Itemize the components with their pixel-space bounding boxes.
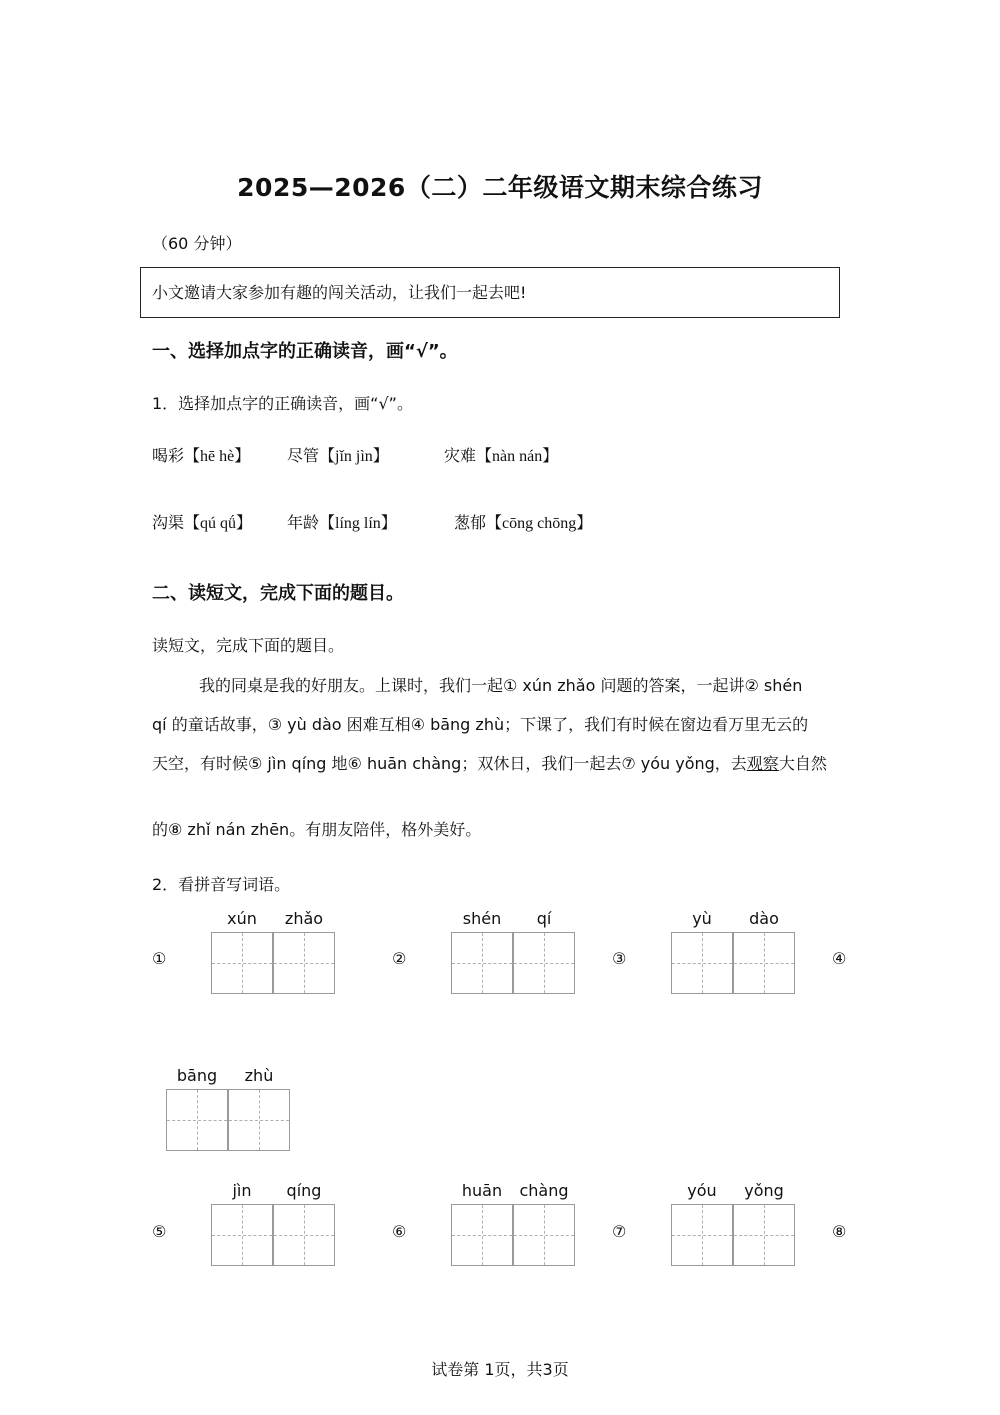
writing-cell[interactable] — [671, 1204, 733, 1266]
grid-pinyin: dào — [749, 909, 779, 928]
item-options: 【nàn nán】 — [476, 448, 559, 465]
reading-item — [454, 510, 592, 533]
passage-line: 我的同桌是我的好朋友。上课时，我们一起① xún zhǎo 问题的答案，一起讲② shén — [199, 676, 803, 695]
grid-pinyin: qíng — [286, 1181, 322, 1200]
answer-label: ⑤ — [152, 1222, 167, 1241]
exam-duration: （60 分钟） — [152, 234, 242, 253]
passage-line — [152, 817, 481, 840]
writing-cell[interactable] — [513, 932, 575, 994]
writing-cell[interactable] — [273, 932, 335, 994]
writing-grid — [211, 909, 337, 995]
answer-label: ③ — [612, 949, 627, 968]
passage-text: 大自然 — [778, 754, 827, 773]
answer-label: ⑥ — [392, 1222, 407, 1241]
passage-line: qí 的童话故事，③ yù dào 困难互相④ bāng zhù；下课了，我们有时候在窗边看万里无云的 — [152, 715, 809, 734]
writing-cell[interactable] — [733, 932, 795, 994]
passage-text: 的⑧ zhǐ nán zhēn。有朋友陪伴， — [152, 820, 402, 839]
page-footer: 试卷第 1页，共3页 — [431, 1360, 569, 1379]
grid-pinyin: chàng — [519, 1181, 569, 1200]
section2-heading: 二、读短文，完成下面的题目。 — [152, 583, 404, 604]
writing-cell[interactable] — [273, 1204, 335, 1266]
intro-text: 小文邀请大家参加有趣的闯关活动，让我们一起去吧! — [152, 283, 527, 302]
section1-heading: 一、选择加点字的正确读音，画“√”。 — [152, 341, 458, 362]
item-word: 喝彩 — [152, 446, 185, 465]
grid-pinyin: xún — [227, 909, 257, 928]
item-options: 【qú qǘ】 — [184, 515, 253, 532]
reading-item — [152, 443, 250, 466]
grid-pinyin: jìn — [232, 1181, 252, 1200]
writing-cell[interactable] — [211, 1204, 273, 1266]
passage-text: 格外美好。 — [401, 820, 482, 839]
passage-line — [152, 751, 827, 774]
question2-text: 2．看拼音写词语。 — [152, 875, 291, 894]
writing-grid — [451, 1181, 577, 1267]
passage-text: 天空，有时候⑤ jìn qíng 地⑥ huān chàng；双休日，我们一起去⑦ yóu yǒng，去 — [152, 754, 747, 773]
answer-label: ④ — [832, 949, 847, 968]
answer-label: ② — [392, 949, 407, 968]
grid-pinyin: bāng — [176, 1066, 218, 1085]
writing-grid — [671, 1181, 797, 1267]
writing-cell[interactable] — [166, 1089, 228, 1151]
item-options: 【hē hè】 — [184, 448, 251, 465]
writing-cell[interactable] — [211, 932, 273, 994]
reading-item — [287, 443, 389, 466]
item-word: 灾难 — [444, 446, 477, 465]
item-word: 沟渠 — [152, 513, 185, 532]
item-options: 【cōng chōng】 — [486, 515, 593, 532]
writing-grid — [211, 1181, 337, 1267]
grid-pinyin: yóu — [687, 1181, 717, 1200]
page-title: 2025—2026（二）二年级语文期末综合练习 — [237, 173, 763, 202]
answer-label: ⑦ — [612, 1222, 627, 1241]
grid-pinyin: zhù — [244, 1066, 274, 1085]
grid-pinyin: huān — [461, 1181, 503, 1200]
grid-pinyin: qí — [536, 909, 552, 928]
writing-cell[interactable] — [451, 1204, 513, 1266]
writing-cell[interactable] — [733, 1204, 795, 1266]
item-word: 葱郁 — [454, 513, 487, 532]
underlined-word: 观察 — [746, 754, 779, 773]
answer-label: ⑧ — [832, 1222, 847, 1241]
section2-instruction: 读短文，完成下面的题目。 — [152, 636, 345, 655]
writing-grid — [671, 909, 797, 995]
writing-cell[interactable] — [228, 1089, 290, 1151]
writing-cell[interactable] — [513, 1204, 575, 1266]
writing-cell[interactable] — [451, 932, 513, 994]
answer-label: ① — [152, 949, 167, 968]
grid-pinyin: yǒng — [744, 1181, 784, 1200]
question1-text: 1．选择加点字的正确读音，画“√”。 — [152, 394, 413, 413]
grid-pinyin: yù — [692, 909, 712, 928]
writing-grid — [451, 909, 577, 995]
grid-pinyin: zhǎo — [284, 909, 324, 928]
grid-pinyin: shén — [462, 909, 502, 928]
item-word: 尽管 — [287, 446, 320, 465]
item-word: 年龄 — [287, 513, 320, 532]
item-options: 【jǐn jìn】 — [319, 448, 389, 465]
reading-item — [444, 443, 558, 466]
writing-grid — [166, 1066, 292, 1152]
reading-item — [152, 510, 252, 533]
reading-item — [287, 510, 397, 533]
writing-cell[interactable] — [671, 932, 733, 994]
item-options: 【líng lín】 — [319, 515, 397, 532]
